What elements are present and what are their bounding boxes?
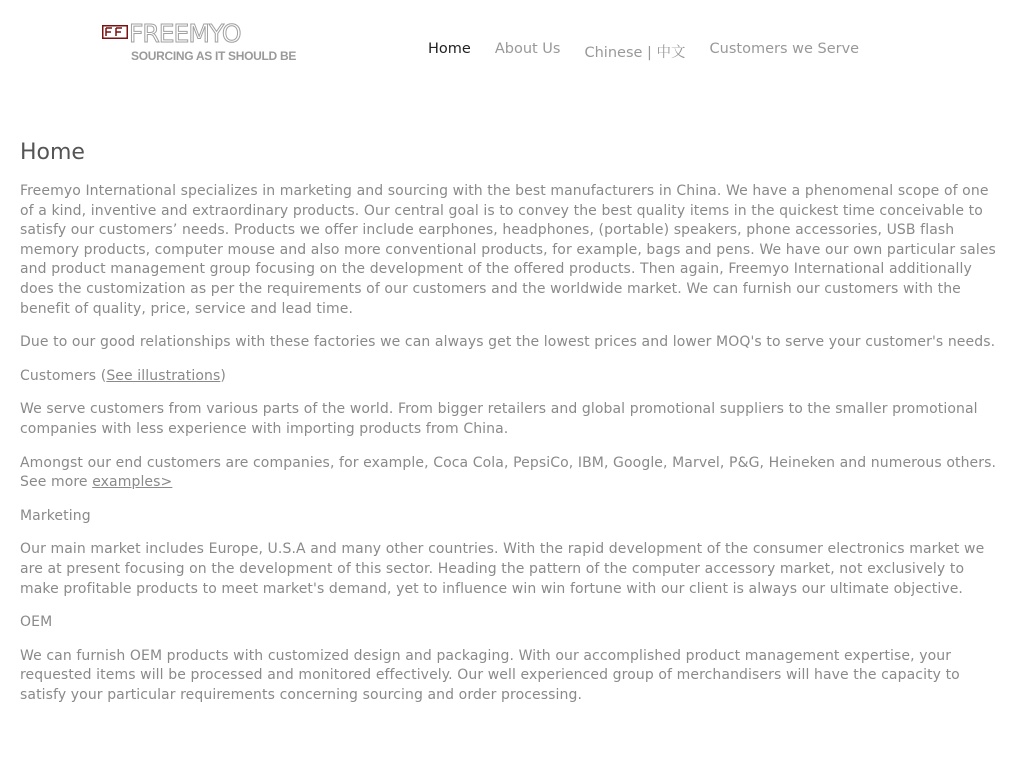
main-content bbox=[20, 138, 1005, 719]
examples-link[interactable]: examples> bbox=[92, 474, 173, 491]
oem-paragraph: We can furnish OEM products with customized design and packaging. With our accomplished product management expertise, your requested items will be processed and monitored effectively. Our well experienced group of merchandisers will have the capacity to satisfy your particular requirements concerning sourcing and order processing. bbox=[20, 647, 960, 703]
customers-heading bbox=[20, 367, 1005, 387]
logo-mark-icon bbox=[102, 25, 128, 39]
nav-item-customers[interactable]: Customers we Serve bbox=[709, 41, 860, 57]
factories-paragraph: Due to our good relationships with these factories we can always get the lowest prices and lower MOQ's to serve your customer's needs. bbox=[20, 334, 996, 351]
site-header bbox=[0, 0, 1024, 110]
freemyo-logo[interactable] bbox=[102, 19, 307, 66]
customers-suffix: ) bbox=[220, 367, 226, 384]
logo-wordmark: FREEMYO bbox=[129, 19, 241, 48]
nav-item-chinese[interactable]: Chinese | 中文 bbox=[584, 45, 686, 61]
logo-tagline: SOURCING AS IT SHOULD BE bbox=[131, 49, 297, 63]
oem-heading: OEM bbox=[20, 614, 53, 631]
marketing-paragraph: Our main market includes Europe, U.S.A and many other countries. With the rapid development of the consumer electronics market we are at present focusing on the development of this sector. Heading the pattern of the computer accessory market, not exclusively to make profitable products to meet market's demand, yet to influence win win fortune with our client is always our ultimate objective. bbox=[20, 541, 985, 597]
intro-paragraph: Freemyo International specializes in marketing and sourcing with the best manufacturers in China. We have a phenomenal scope of one of a kind, inventive and extraordinary products. Our central goal is to convey the best quality items in the quickest time conceivable to satisfy our customers’ needs. Products we offer include earphones, headphones, (portable) speakers, phone accessories, USB flash memory products, computer mouse and also more conventional products, for example, bags and pens. We have our own particular sales and product management group focusing on the development of the offered products. Then again, Freemyo International additionally does the customization as per the requirements of our customers and the worldwide market. We can furnish our customers with the benefit of quality, price, service and lead time. bbox=[20, 183, 996, 317]
see-illustrations-link[interactable]: See illustrations bbox=[106, 367, 221, 384]
main-nav bbox=[428, 41, 859, 62]
page-title: Home bbox=[20, 140, 85, 165]
customers-paragraph: We serve customers from various parts of the world. From bigger retailers and global promotional suppliers to the smaller promotional companies with less experience with importing products from China. bbox=[20, 401, 978, 437]
nav-item-about-us[interactable]: About Us bbox=[494, 41, 561, 57]
end-customers-text: Amongst our end customers are companies, for example, Coca Cola, PepsiCo, IBM, Google, Marvel, P&G, Heineken and numerous others. See more bbox=[20, 454, 997, 491]
end-customers-paragraph bbox=[20, 454, 1005, 493]
customers-prefix: Customers ( bbox=[20, 367, 107, 384]
nav-item-home[interactable]: Home bbox=[428, 41, 471, 57]
marketing-heading: Marketing bbox=[20, 507, 91, 524]
